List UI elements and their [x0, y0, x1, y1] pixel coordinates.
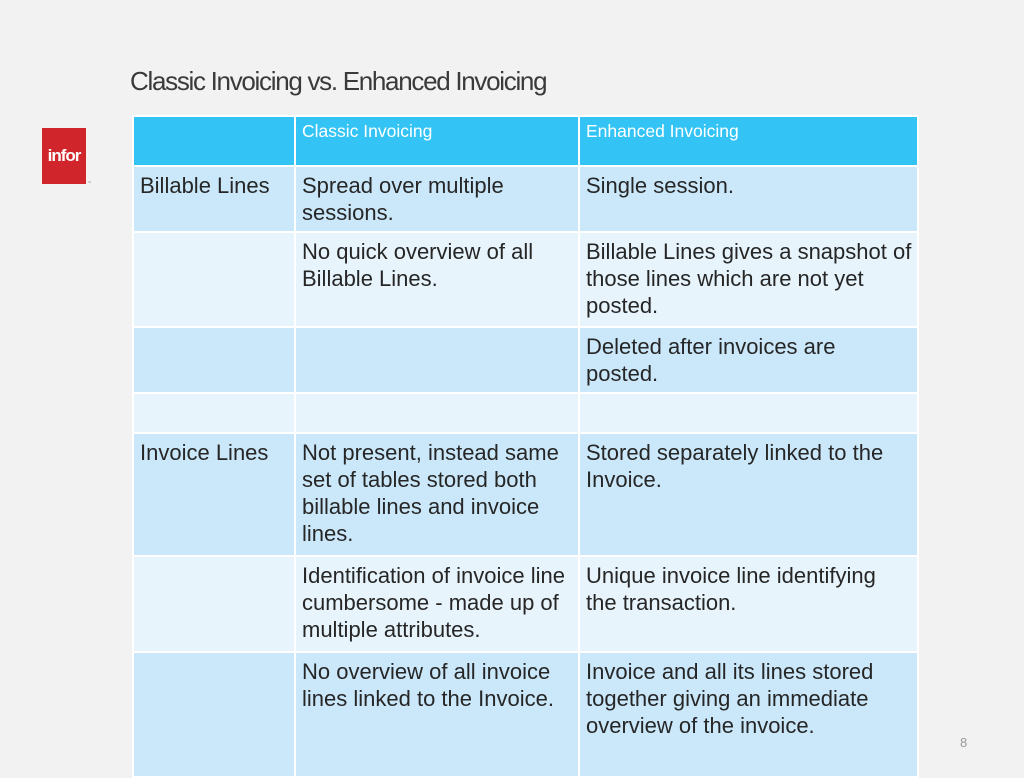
- classic-cell: Not present, instead same set of tables stored both billable lines and invoice lines.: [295, 433, 579, 556]
- row-label-cell: Billable Lines: [133, 166, 295, 232]
- page-number: 8: [960, 735, 968, 750]
- enhanced-cell: Stored separately linked to the Invoice.: [579, 433, 918, 556]
- row-label-cell: Invoice Lines: [133, 433, 295, 556]
- enhanced-cell: Deleted after invoices are posted.: [579, 327, 918, 393]
- classic-cell: No quick overview of all Billable Lines.: [295, 232, 579, 327]
- header-cell-empty: [133, 116, 295, 166]
- table-row: [133, 556, 918, 652]
- classic-cell: Spread over multiple sessions.: [295, 166, 579, 232]
- table-row: [133, 652, 918, 777]
- table-header-row: [133, 116, 918, 166]
- row-label-cell: [133, 652, 295, 777]
- header-classic-invoicing: Classic Invoicing: [295, 116, 579, 166]
- table-row: [133, 393, 918, 433]
- classic-cell: [295, 393, 579, 433]
- header-enhanced-invoicing: Enhanced Invoicing: [579, 116, 918, 166]
- classic-cell: Identification of invoice line cumbersome - made up of multiple attributes.: [295, 556, 579, 652]
- enhanced-cell: Unique invoice line identifying the transaction.: [579, 556, 918, 652]
- row-label-cell: [133, 556, 295, 652]
- enhanced-cell: Single session.: [579, 166, 918, 232]
- classic-cell: No overview of all invoice lines linked to the Invoice.: [295, 652, 579, 777]
- table-row: [133, 232, 918, 327]
- comparison-table: [132, 115, 919, 778]
- enhanced-cell: Billable Lines gives a snapshot of those lines which are not yet posted.: [579, 232, 918, 327]
- logo-text: infor: [47, 146, 81, 165]
- row-label-cell: [133, 393, 295, 433]
- table-row: [133, 327, 918, 393]
- row-label-cell: [133, 232, 295, 327]
- table-row: [133, 166, 918, 232]
- logo-trademark: ™: [87, 180, 91, 185]
- enhanced-cell: [579, 393, 918, 433]
- slide-title: Classic Invoicing vs. Enhanced Invoicing: [130, 66, 547, 96]
- enhanced-cell: Invoice and all its lines stored together giving an immediate overview of the invoice.: [579, 652, 918, 777]
- classic-cell: [295, 327, 579, 393]
- table-row: [133, 433, 918, 556]
- infor-logo: [42, 128, 86, 184]
- row-label-cell: [133, 327, 295, 393]
